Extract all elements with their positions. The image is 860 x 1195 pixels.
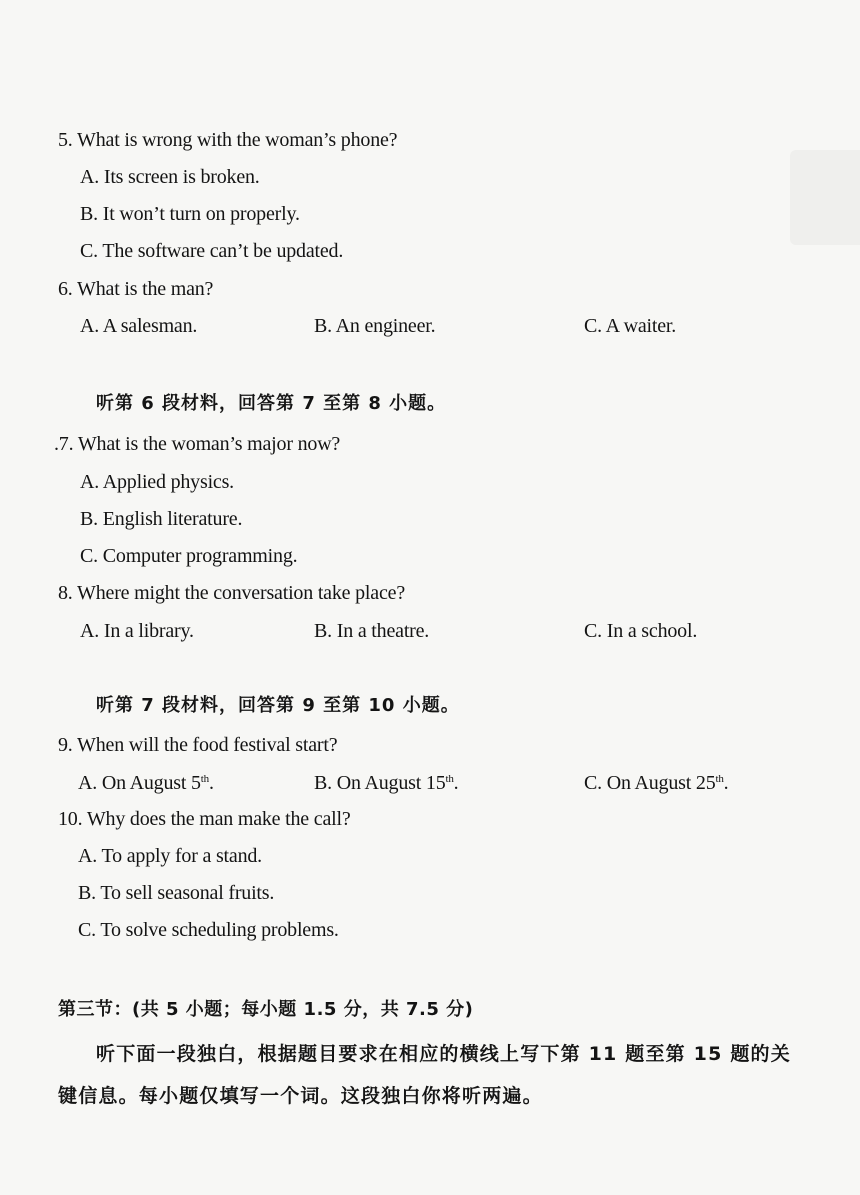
instruction-material-6: 听第 6 段材料，回答第 7 至第 8 小题。 — [96, 393, 447, 414]
q8-option-c: C. In a school. — [584, 620, 698, 642]
question-7: .7. What is the woman’s major now? — [54, 433, 341, 455]
q5-option-a: A. Its screen is broken. — [80, 166, 260, 188]
q9-option-b: B. On August 15th. — [314, 772, 459, 794]
section-3-paragraph-line-1: 听下面一段独白，根据题目要求在相应的横线上写下第 11 题至第 15 题的关 — [96, 1043, 791, 1065]
q7-option-a: A. Applied physics. — [80, 471, 234, 493]
q10-option-b: B. To sell seasonal fruits. — [78, 882, 275, 904]
q6-option-c: C. A waiter. — [584, 315, 677, 337]
section-3-heading: 第三节：(共 5 小题；每小题 1.5 分，共 7.5 分) — [58, 999, 474, 1020]
q6-option-b: B. An engineer. — [314, 315, 436, 337]
q10-option-c: C. To solve scheduling problems. — [78, 919, 339, 941]
q9-option-a: A. On August 5th. — [78, 772, 214, 794]
q5-option-c: C. The software can’t be updated. — [80, 240, 344, 262]
section-3-paragraph-line-2: 键信息。每小题仅填写一个词。这段独白你将听两遍。 — [58, 1085, 543, 1107]
q7-option-c: C. Computer programming. — [80, 545, 298, 567]
question-6: 6. What is the man? — [58, 278, 214, 300]
q10-option-a: A. To apply for a stand. — [78, 845, 262, 867]
q5-option-b: B. It won’t turn on properly. — [80, 203, 300, 225]
q7-option-b: B. English literature. — [80, 508, 243, 530]
question-5: 5. What is wrong with the woman’s phone? — [58, 129, 398, 151]
scan-smudge — [790, 150, 860, 245]
q6-option-a: A. A salesman. — [80, 315, 198, 337]
question-9: 9. When will the food festival start? — [58, 734, 338, 756]
question-10: 10. Why does the man make the call? — [58, 808, 351, 830]
instruction-material-7: 听第 7 段材料，回答第 9 至第 10 小题。 — [96, 695, 460, 716]
q8-option-b: B. In a theatre. — [314, 620, 430, 642]
q9-option-c: C. On August 25th. — [584, 772, 729, 794]
q8-option-a: A. In a library. — [80, 620, 194, 642]
question-8: 8. Where might the conversation take place? — [58, 582, 405, 604]
